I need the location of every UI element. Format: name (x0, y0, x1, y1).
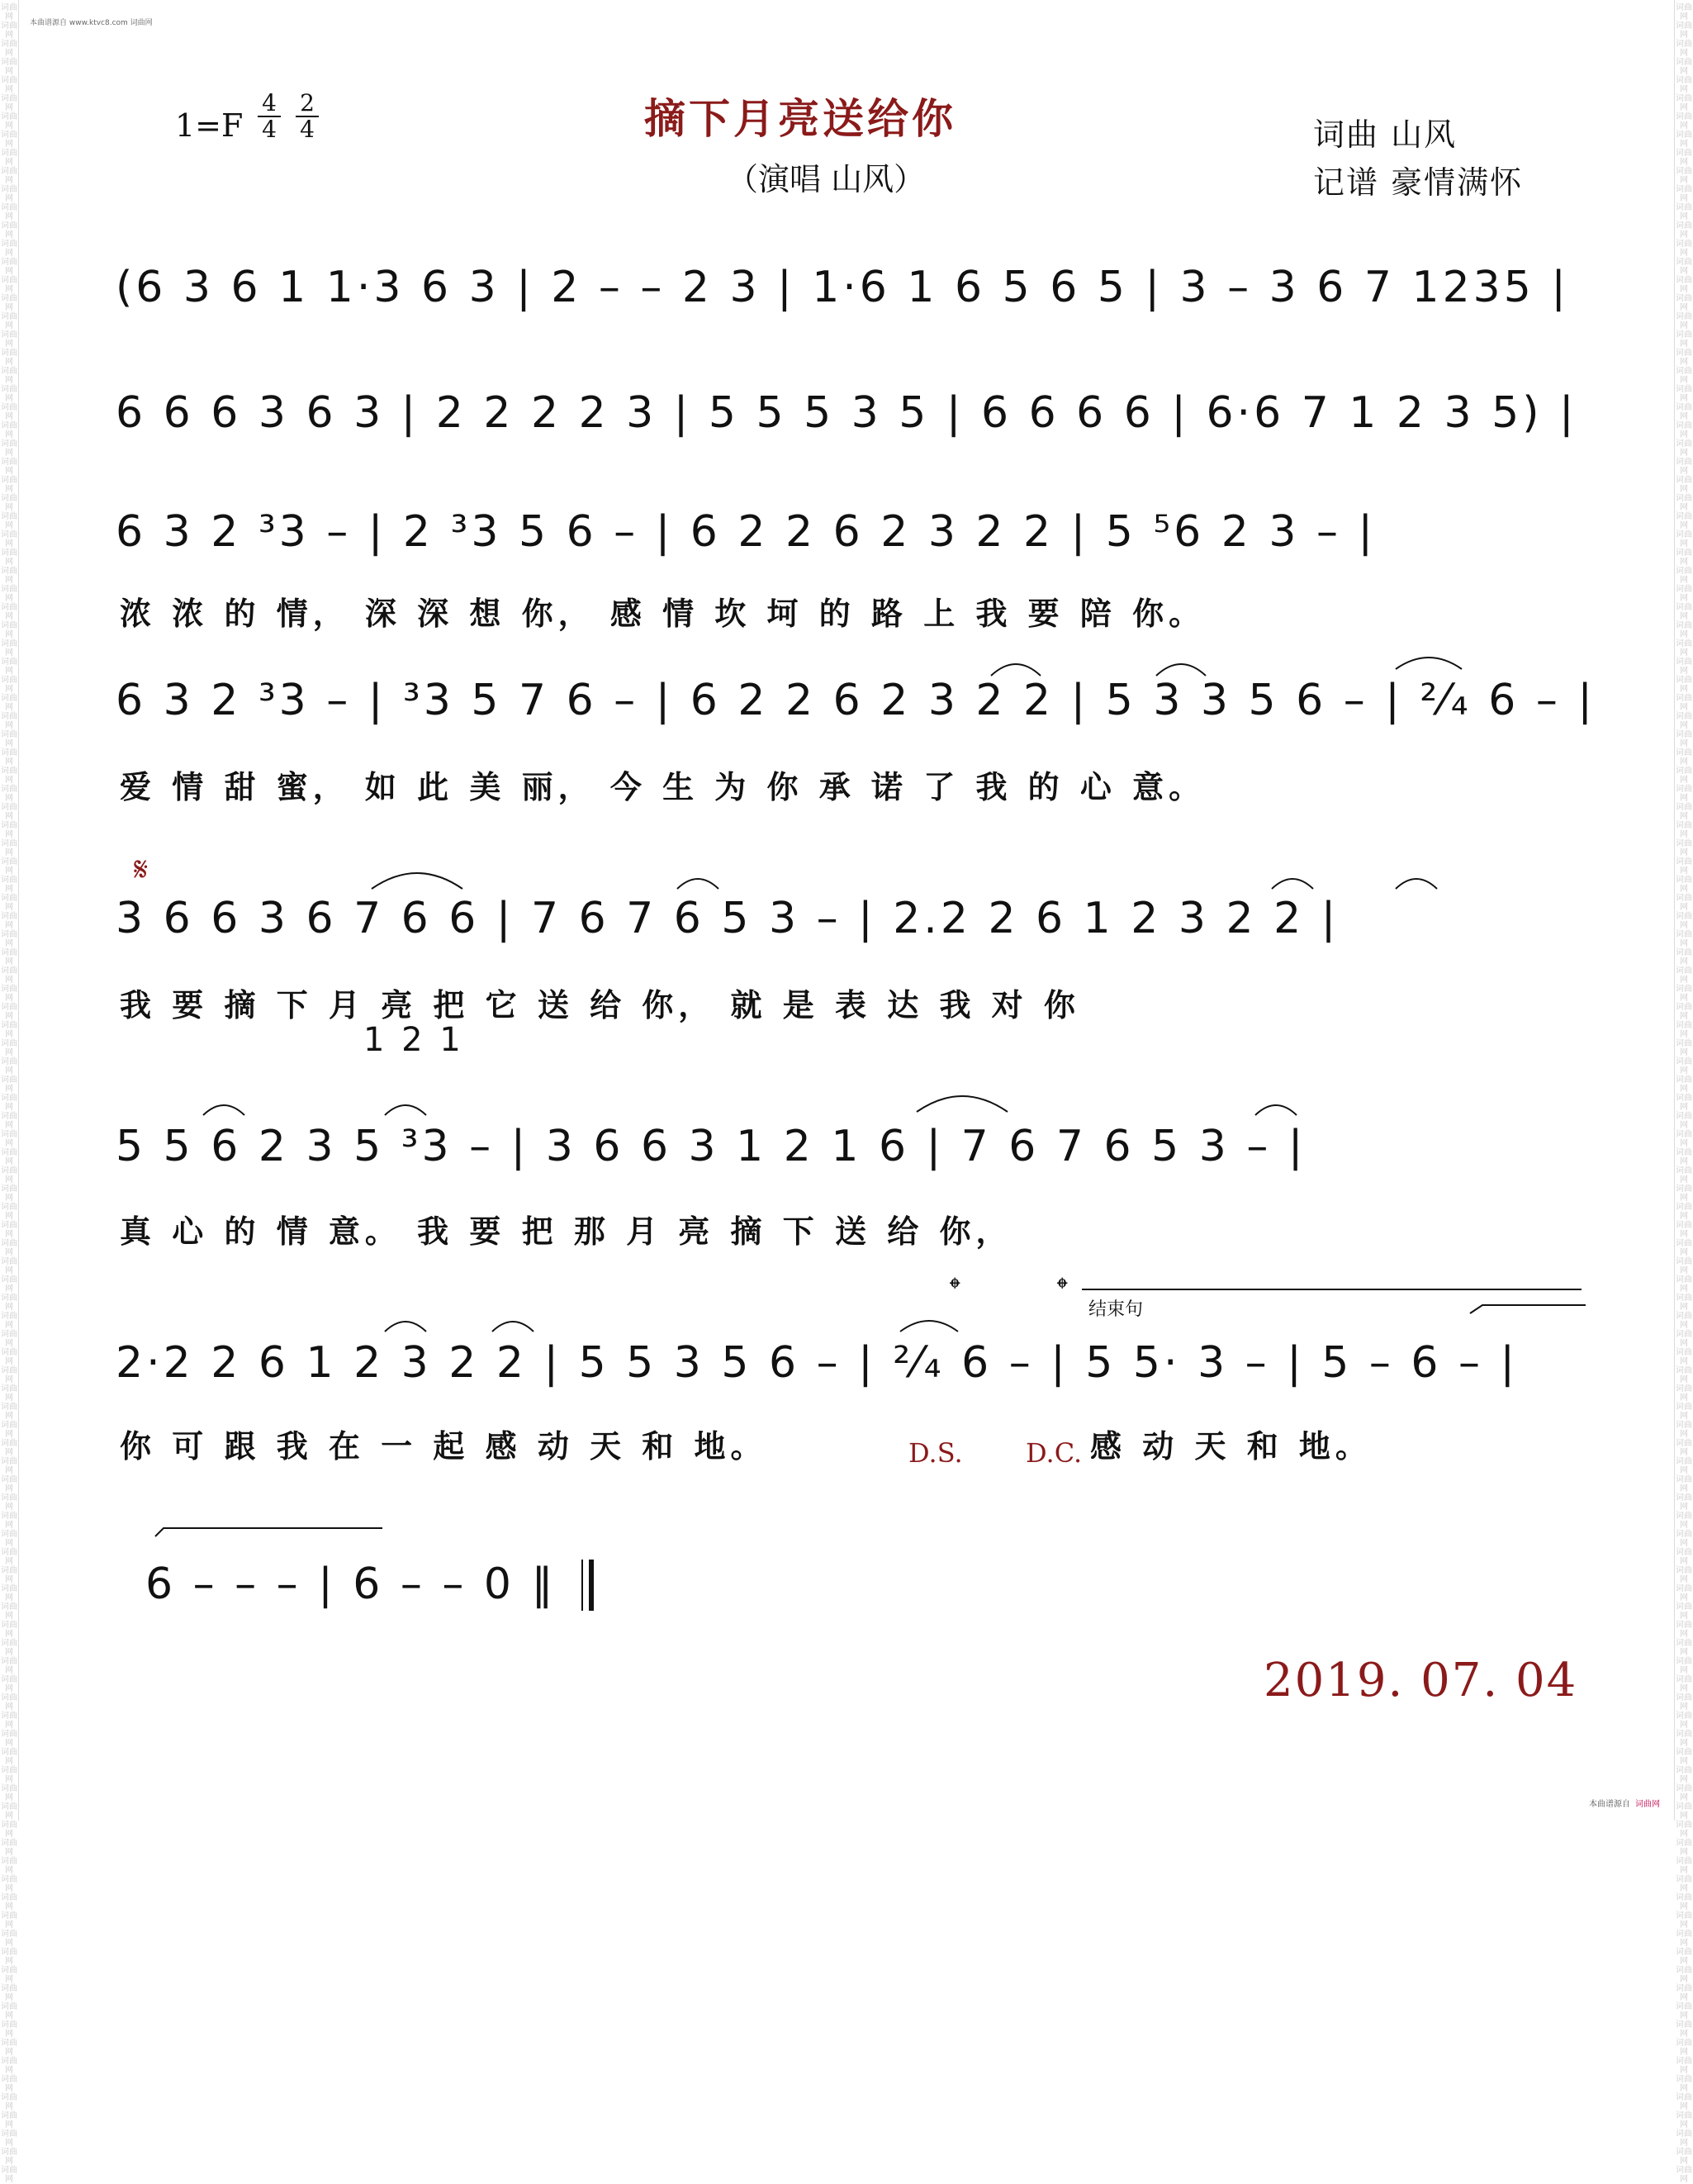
date: 2019. 07. 04 (1264, 1654, 1578, 1707)
dc-marking: D.C. (1026, 1437, 1083, 1469)
lyric-ending: 感 动 天 和 地。 (1090, 1428, 1372, 1465)
slur-9 (385, 1105, 426, 1115)
notation-row-8: 6 – – – | 6 – – 0 ‖ (145, 1560, 557, 1609)
slur-7 (1396, 879, 1437, 889)
left-watermark-strip: 词曲网 词曲网 词曲网 词曲网 词曲网 词曲网 词曲网 词曲网 词曲网 词曲网 词曲网 词曲网 词曲网 词曲网 词曲网 词曲网 词曲网 词曲网 词曲网 词曲网 词曲网 词曲网 词曲网 词曲网 词曲网 词曲网 词曲网 词曲网 词曲网 词曲网 词曲网 词曲网 词曲网 词曲网 词曲网 词曲网 词曲网 词曲网 词曲网 词曲网 词曲网 词曲网 词曲网 词曲网 词曲网 词曲网 词曲网 词曲网 词曲网 词曲网 词曲网 词曲网 词曲网 词曲网 词曲网 词曲网 词曲网 词曲网 词曲网 词曲网 词曲网 词曲网 词曲网 词曲网 词曲网 词曲网 词曲网 词曲网 词曲网 词曲网 词曲网 词曲网 词曲网 词曲网 词曲网 词曲网 词曲网 词曲网 词曲网 词曲网 词曲网 词曲网 词曲网 词曲网 词曲网 词曲网 词曲网 词曲网 词曲网 词曲网 词曲网 词曲网 词曲网 词曲网 词曲网 词曲网 词曲网 词曲网 词曲网 词曲网 词曲网 词曲网 词曲网 词曲网 词曲网 词曲网 词曲网 词曲网 词曲网 词曲网 词曲网 词曲网 词曲网 词曲网 词曲网 词曲网 词曲网 词曲网 词曲网 词曲网 (0, 0, 19, 1821)
coda-sign-1: 𝄌 (950, 1272, 960, 1306)
slur-2 (1156, 664, 1206, 676)
notation-row-4: 6 3 2 ³3 – | ³3 5 7 6 – | 6 2 2 6 2 3 2 2 | 5 3 3 5 6 – | ²⁄₄ 6 – | (116, 676, 1596, 725)
key-signature: 1=F (175, 107, 244, 144)
notation-row-7: 2·2 2 6 1 2 3 2 2 | 5 5 3 5 6 – | ²⁄₄ 6 – | 5 5· 3 – | 5 – 6 – | (116, 1338, 1519, 1388)
slur-4 (372, 873, 462, 889)
performer: （演唱 山风） (727, 161, 926, 197)
footer-credit: 本曲谱源自 词曲网 (1589, 1800, 1660, 1809)
coda-sign-2: 𝄌 (1057, 1272, 1068, 1306)
slur-1 (991, 664, 1041, 676)
slur-5 (677, 879, 718, 889)
slur-12 (385, 1322, 426, 1332)
lyric-line-2: 爱 情 甜 蜜， 如 此 美 丽， 今 生 为 你 承 诺 了 我 的 心 意。 (120, 769, 1206, 805)
segno-sign: 𝄋 (134, 851, 149, 889)
lyric-line-3: 我 要 摘 下 月 亮 把 它 送 给 你， 就 是 表 达 我 对 你 (120, 987, 1080, 1023)
notation-row-5: 3 6 6 3 6 7 6 6 | 7 6 7 6 5 3 – | 2.2 2 6 1 2 3 2 2 | (116, 894, 1340, 943)
slur-11 (1255, 1105, 1297, 1115)
notation-row-3: 6 3 2 ³3 – | 2 ³3 5 6 – | 6 2 2 6 2 3 2 2 | 5 ⁵6 2 3 – | (116, 507, 1377, 557)
notation-row-6: 5 5 6 2 3 5 ³3 – | 3 6 6 3 1 2 1 6 | 7 6 7 6 5 3 – | (116, 1122, 1307, 1171)
slur-10 (917, 1096, 1008, 1112)
slur-13 (492, 1322, 534, 1332)
slur-3 (1396, 658, 1462, 669)
slur-14 (900, 1321, 958, 1332)
lyric-line-1: 浓 浓 的 情， 深 深 想 你， 感 情 坎 坷 的 路 上 我 要 陪 你。 (120, 596, 1206, 632)
lyrics-music-credit: 词曲 山风 (1313, 116, 1458, 153)
right-watermark-strip: 词曲网 词曲网 词曲网 词曲网 词曲网 词曲网 词曲网 词曲网 词曲网 词曲网 词曲网 词曲网 词曲网 词曲网 词曲网 词曲网 词曲网 词曲网 词曲网 词曲网 词曲网 词曲网 词曲网 词曲网 词曲网 词曲网 词曲网 词曲网 词曲网 词曲网 词曲网 词曲网 词曲网 词曲网 词曲网 词曲网 词曲网 词曲网 词曲网 词曲网 词曲网 词曲网 词曲网 词曲网 词曲网 词曲网 词曲网 词曲网 词曲网 词曲网 词曲网 词曲网 词曲网 词曲网 词曲网 词曲网 词曲网 词曲网 词曲网 词曲网 词曲网 词曲网 词曲网 词曲网 词曲网 词曲网 词曲网 词曲网 词曲网 词曲网 词曲网 词曲网 词曲网 词曲网 词曲网 词曲网 词曲网 词曲网 词曲网 词曲网 词曲网 词曲网 词曲网 词曲网 词曲网 词曲网 词曲网 词曲网 词曲网 词曲网 词曲网 词曲网 词曲网 词曲网 词曲网 词曲网 词曲网 词曲网 词曲网 词曲网 词曲网 词曲网 词曲网 词曲网 词曲网 词曲网 词曲网 词曲网 词曲网 词曲网 词曲网 词曲网 词曲网 词曲网 词曲网 词曲网 词曲网 词曲网 词曲网 词曲网 (1674, 0, 1693, 1821)
slur-6 (1272, 879, 1313, 889)
ending-label: 结束句 (1088, 1299, 1144, 1320)
time-signature-4-4: 4 4 (258, 91, 281, 142)
slur-8 (203, 1105, 244, 1115)
notation-row-2: 6 6 6 3 6 3 | 2 2 2 2 3 | 5 5 5 3 5 | 6 6 6 6 | 6·6 7 1 2 3 5) | (116, 388, 1577, 438)
final-barline-thin (581, 1560, 583, 1611)
source-note: 本曲谱源自 www.ktvc8.com 词曲网 (30, 19, 153, 27)
ds-marking: D.S. (908, 1437, 963, 1469)
transcriber-credit: 记谱 豪情满怀 (1313, 164, 1524, 201)
song-title: 摘下月亮送给你 (644, 95, 956, 143)
time-signature-2-4: 2 4 (296, 91, 319, 142)
lyric-line-5: 你 可 跟 我 在 一 起 感 动 天 和 地。 (120, 1428, 767, 1465)
notation-row-1: (6 3 6 1 1·3 6 3 | 2 – – 2 3 | 1·6 1 6 5 6 5 | 3 – 3 6 7 1235 | (116, 263, 1569, 312)
alt-phrase: 1 2 1 (363, 1021, 464, 1059)
tie-2 (155, 1528, 382, 1536)
lyric-line-4: 真 心 的 情 意。 我 要 把 那 月 亮 摘 下 送 给 你， (120, 1213, 1012, 1250)
tie-1 (1470, 1305, 1586, 1313)
final-barline (589, 1560, 594, 1611)
